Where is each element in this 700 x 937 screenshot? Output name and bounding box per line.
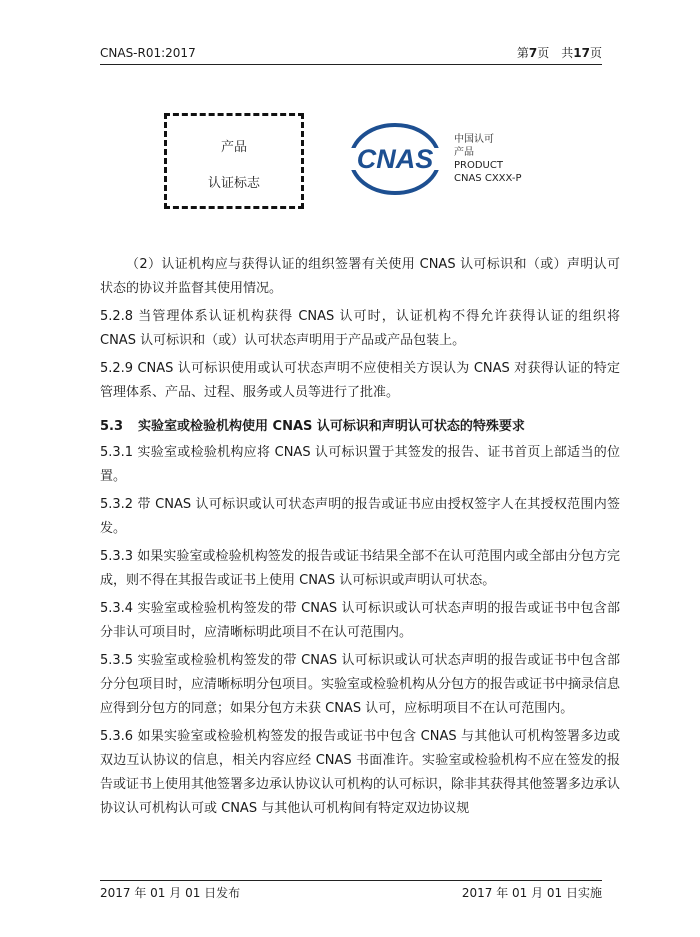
logo-caption-line4: CNAS CXXX-P: [454, 173, 522, 184]
mark-box-line1: 产品: [220, 140, 247, 155]
clause-5-3-2: 5.3.2 带 CNAS 认可标识或认可状态声明的报告或证书应由授权签字人在其授权范围内签发。: [100, 497, 620, 536]
page-number: 第7页 共17页: [516, 46, 602, 60]
page-footer: [100, 880, 602, 901]
mark-box-line2: 认证标志: [207, 176, 260, 191]
clause-5-3-5: 5.3.5 实验室或检验机构签发的带 CNAS 认可标识或认可状态声明的报告或证书中包含部分分包项目时，应清晰标明分包项目。实验室或检验机构从分包方的报告或证书中摘录信息应得到分包方的同意；如果分包方未获 CNAS 认可，应标明项目不在认可范围内。: [100, 653, 621, 716]
section-heading: [100, 415, 620, 439]
effective-date: 2017 年 01 月 01 日实施: [461, 886, 602, 900]
paragraph-1: （2）认证机构应与获得认证的组织签署有关使用 CNAS 认可标识和（或）声明认可状态的协议并监督其使用情况。: [100, 257, 620, 296]
doc-id: CNAS-R01:2017: [100, 46, 196, 60]
clause-5-3-4: 5.3.4 实验室或检验机构签发的带 CNAS 认可标识或认可状态声明的报告或证书中包含部分非认可项目时，应清晰标明此项目不在认可范围内。: [100, 601, 620, 640]
section-title: 实验室或检验机构使用 CNAS 认可标识和声明认可状态的特殊要求: [138, 419, 525, 434]
issue-date: 2017 年 01 月 01 日发布: [100, 886, 241, 900]
logo-caption: [454, 133, 522, 185]
logo-caption-line1: 中国认可: [454, 134, 494, 145]
clause-5-3-6: 5.3.6 如果实验室或检验机构签发的报告或证书中包含 CNAS 与其他认可机构签署多边或双边互认协议的信息，相关内容应经 CNAS 书面准许。实验室或检验机构不应在签发的报告或证书上使用其他签署多边承认协议认可机构的认可标识，除非其获得其他签署多边承认协议认可机构认可或 CNAS 与其他认可机构间有特定双边协议规: [100, 729, 621, 816]
clause-5-3-3: 5.3.3 如果实验室或检验机构签发的报告或证书结果全部不在认可范围内或全部由分包方完成，则不得在其报告或证书上使用 CNAS 认可标识或声明认可状态。: [100, 549, 620, 588]
section-number: 5.3: [100, 419, 124, 434]
cnas-wordmark: CNAS: [356, 144, 434, 174]
page-header: [100, 42, 602, 65]
clause-5-2-8: 5.2.8 当管理体系认证机构获得 CNAS 认可时，认证机构不得允许获得认证的组织将 CNAS 认可标识和（或）认可状态声明用于产品或产品包装上。: [100, 309, 620, 348]
logo-caption-line2: 产品: [454, 147, 474, 158]
logo-caption-line3: PRODUCT: [454, 160, 503, 171]
product-certification-mark-box: [164, 113, 304, 209]
cnas-logo: [348, 122, 442, 196]
clause-5-3-1: 5.3.1 实验室或检验机构应将 CNAS 认可标识置于其签发的报告、证书首页上部适当的位置。: [100, 445, 620, 484]
document-body: [100, 253, 620, 825]
clause-5-2-9: 5.2.9 CNAS 认可标识使用或认可状态声明不应使相关方误认为 CNAS 对获得认证的特定管理体系、产品、过程、服务或人员等进行了批准。: [100, 361, 620, 400]
